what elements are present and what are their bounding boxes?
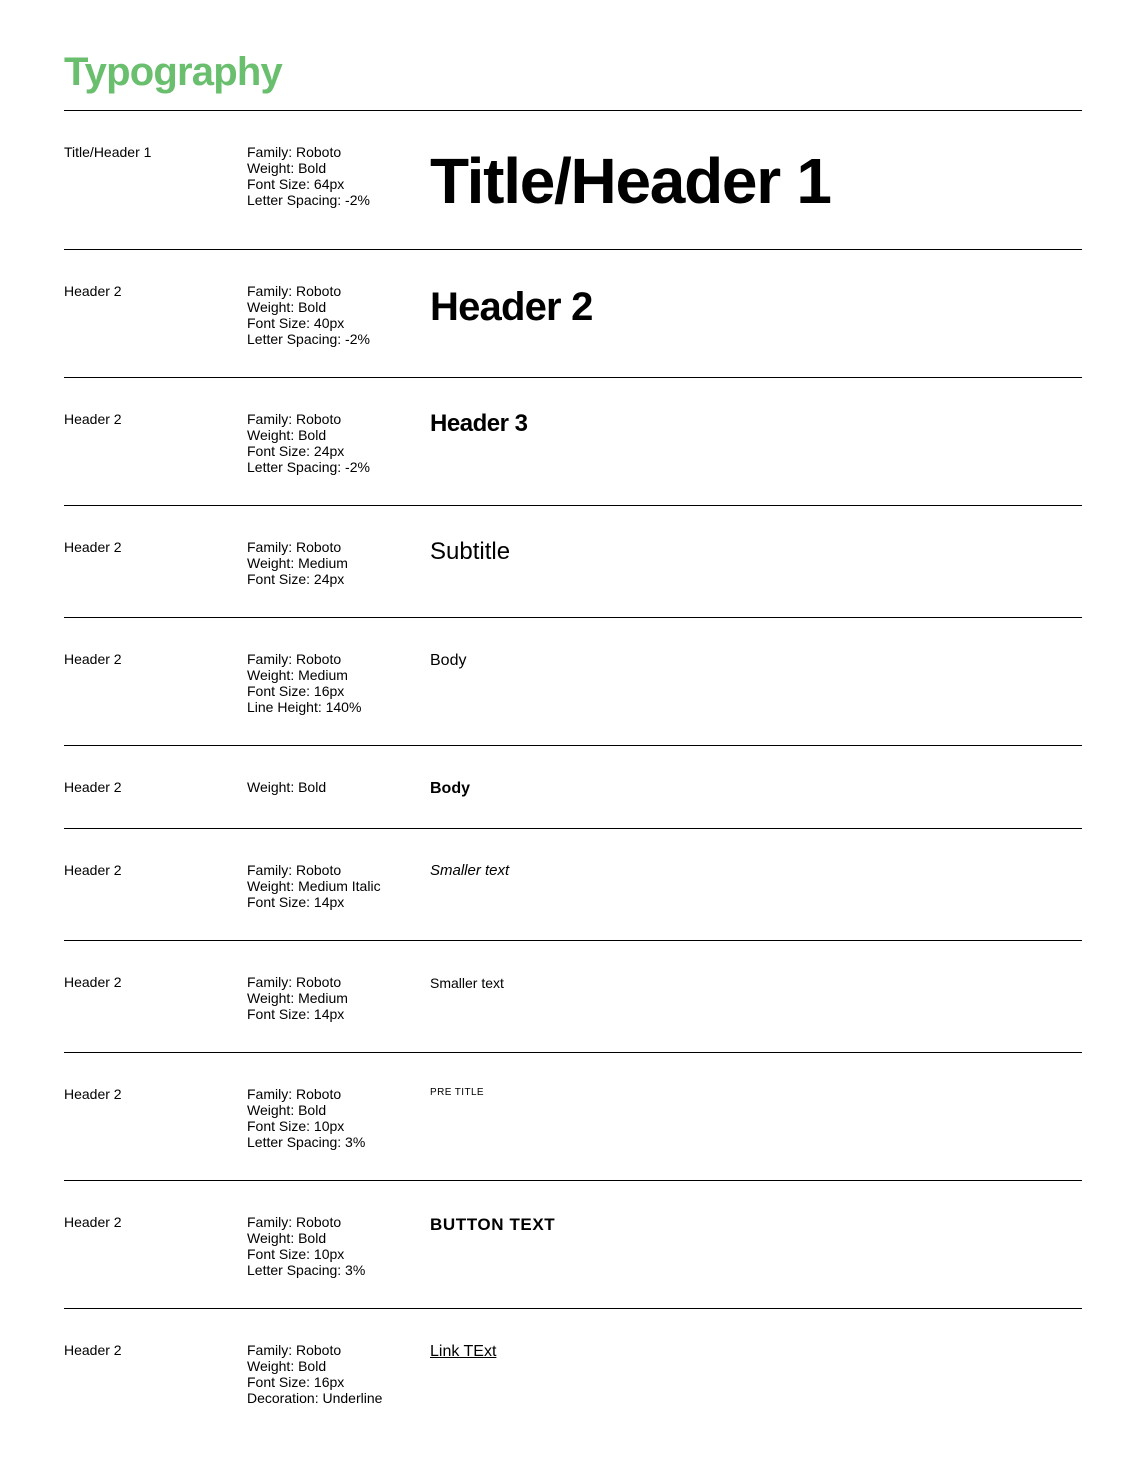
- style-sample-header-2: Header 2: [430, 285, 593, 329]
- type-row-subtitle: [64, 505, 1082, 618]
- style-sample-button-text: BUTTON TEXT: [430, 1215, 556, 1234]
- style-sample-body-bold: Body: [430, 780, 470, 797]
- style-label: Header 2: [64, 862, 122, 878]
- spec-line: Font Size: 14px: [247, 894, 345, 910]
- style-spec: [247, 1086, 365, 1150]
- style-label: Header 2: [64, 1086, 122, 1102]
- spec-line: Family: Roboto: [247, 411, 342, 427]
- style-label: Header 2: [64, 779, 122, 795]
- style-spec: [247, 1342, 382, 1406]
- spec-line: Font Size: 24px: [247, 443, 345, 459]
- type-row-button-text: [64, 1180, 1082, 1309]
- style-label: Header 2: [64, 974, 122, 990]
- style-sample-header-1: Title/Header 1: [430, 145, 831, 217]
- style-spec: [247, 283, 370, 347]
- spec-line: Letter Spacing: 3%: [247, 1262, 366, 1278]
- style-sample-link[interactable]: Link TExt: [430, 1343, 497, 1360]
- type-row-title-header-1: [64, 110, 1082, 250]
- style-spec: [247, 539, 348, 587]
- style-spec: [247, 974, 348, 1022]
- style-label: Header 2: [64, 1342, 122, 1358]
- spec-line: Decoration: Underline: [247, 1390, 383, 1406]
- type-row-smaller-italic: [64, 828, 1082, 941]
- spec-line: Weight: Bold: [247, 299, 327, 315]
- style-label: Header 2: [64, 411, 122, 427]
- style-spec: [247, 779, 326, 795]
- spec-line: Weight: Medium: [247, 990, 348, 1006]
- spec-line: Font Size: 40px: [247, 315, 345, 331]
- spec-line: Weight: Medium Italic: [247, 878, 381, 894]
- spec-line: Font Size: 14px: [247, 1006, 345, 1022]
- spec-line: Family: Roboto: [247, 1214, 342, 1230]
- spec-line: Weight: Medium: [247, 667, 348, 683]
- type-row-header-2: [64, 249, 1082, 378]
- style-sample-pre-title: PRE TITLE: [430, 1087, 484, 1098]
- spec-line: Font Size: 64px: [247, 176, 345, 192]
- spec-line: Family: Roboto: [247, 539, 342, 555]
- spec-line: Family: Roboto: [247, 1086, 342, 1102]
- type-row-smaller: [64, 940, 1082, 1053]
- spec-line: Weight: Bold: [247, 1230, 327, 1246]
- spec-line: Family: Roboto: [247, 1342, 342, 1358]
- spec-line: Family: Roboto: [247, 144, 342, 160]
- spec-line: Weight: Medium: [247, 555, 348, 571]
- spec-line: Family: Roboto: [247, 283, 342, 299]
- style-label: Header 2: [64, 1214, 122, 1230]
- type-row-header-3: [64, 377, 1082, 506]
- style-spec: [247, 862, 381, 910]
- page-title: Typography: [64, 50, 282, 94]
- spec-line: Family: Roboto: [247, 651, 342, 667]
- spec-line: Weight: Bold: [247, 1358, 327, 1374]
- style-label: Title/Header 1: [64, 144, 152, 160]
- style-sample-body: Body: [430, 652, 467, 669]
- spec-line: Weight: Bold: [247, 160, 327, 176]
- spec-line: Weight: Bold: [247, 427, 327, 443]
- style-label: Header 2: [64, 651, 122, 667]
- style-label: Header 2: [64, 283, 122, 299]
- spec-line: Weight: Bold: [247, 1102, 327, 1118]
- style-spec: [247, 651, 361, 715]
- style-sample-header-3: Header 3: [430, 410, 528, 437]
- spec-line: Font Size: 10px: [247, 1246, 345, 1262]
- spec-line: Letter Spacing: -2%: [247, 331, 370, 347]
- spec-line: Letter Spacing: 3%: [247, 1134, 366, 1150]
- style-spec: [247, 411, 370, 475]
- type-row-body-bold: [64, 745, 1082, 829]
- type-row-body: [64, 617, 1082, 746]
- spec-line: Font Size: 16px: [247, 683, 345, 699]
- spec-line: Font Size: 10px: [247, 1118, 345, 1134]
- spec-line: Font Size: 16px: [247, 1374, 345, 1390]
- type-row-pre-title: [64, 1052, 1082, 1181]
- style-sample-smaller-italic: Smaller text: [430, 862, 510, 879]
- spec-line: Family: Roboto: [247, 862, 342, 878]
- type-row-link-text: [64, 1308, 1082, 1439]
- style-sample-smaller: Smaller text: [430, 975, 504, 991]
- spec-line: Font Size: 24px: [247, 571, 345, 587]
- style-spec: [247, 144, 370, 208]
- spec-line: Line Height: 140%: [247, 699, 362, 715]
- spec-line: Letter Spacing: -2%: [247, 192, 370, 208]
- style-spec: [247, 1214, 365, 1278]
- style-label: Header 2: [64, 539, 122, 555]
- spec-line: Family: Roboto: [247, 974, 342, 990]
- spec-line: Weight: Bold: [247, 779, 327, 795]
- spec-line: Letter Spacing: -2%: [247, 459, 370, 475]
- style-sample-subtitle: Subtitle: [430, 538, 511, 565]
